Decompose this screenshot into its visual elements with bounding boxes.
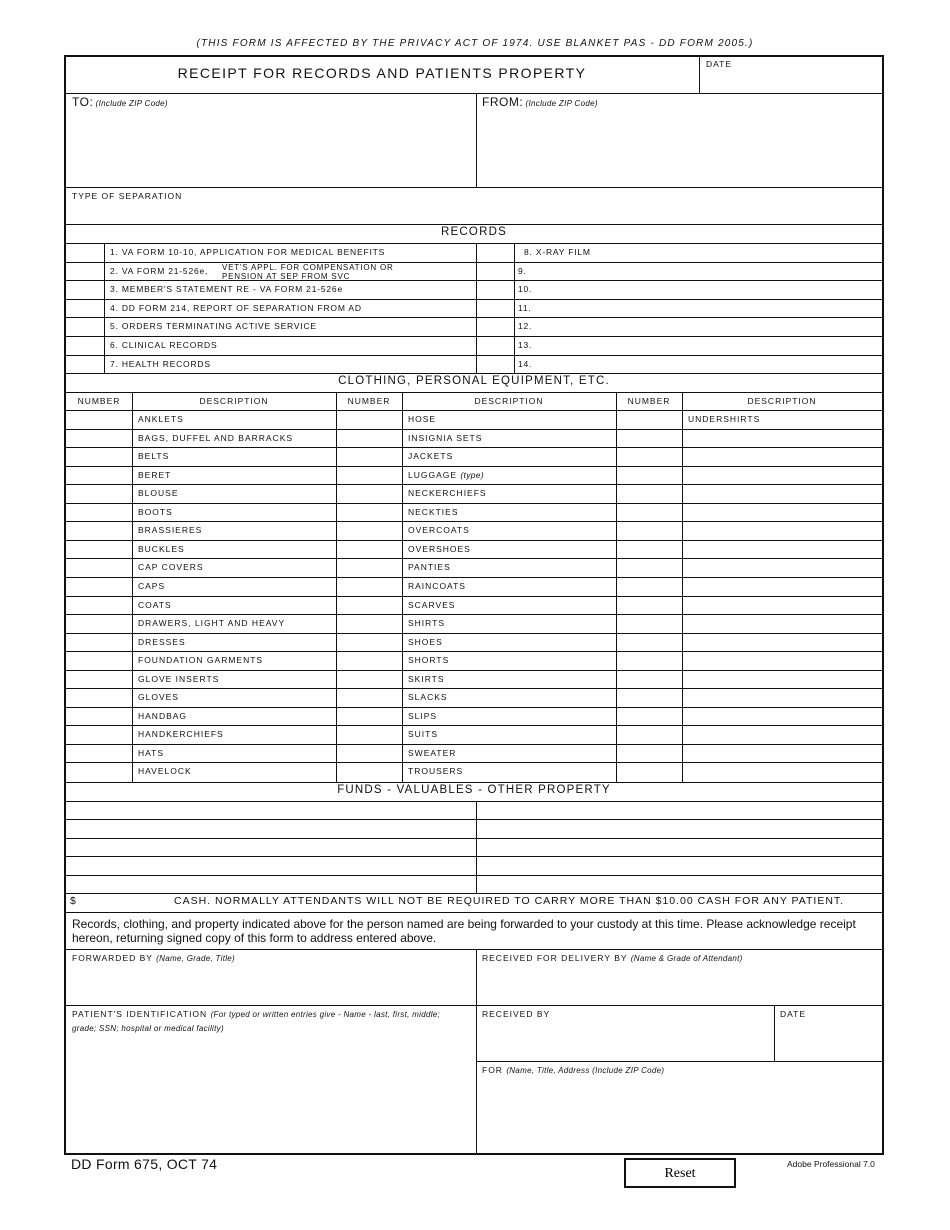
quantity-field[interactable] — [66, 577, 132, 595]
quantity-field[interactable] — [616, 429, 682, 447]
quantity-field[interactable] — [66, 558, 132, 576]
clothing-item — [408, 581, 466, 591]
type-of-separation-label: TYPE OF SEPARATION — [72, 191, 183, 201]
record-item-right: 13. — [518, 340, 533, 350]
quantity-field[interactable] — [616, 466, 682, 484]
description-header: DESCRIPTION — [747, 396, 817, 406]
patient-id-hint-1: (For typed or written entries give - Name - last, first, middle; — [210, 1010, 441, 1019]
record-item-right: 14. — [518, 359, 533, 369]
record-other-field[interactable] — [540, 262, 882, 280]
quantity-field[interactable] — [616, 688, 682, 706]
description-header: DESCRIPTION — [199, 396, 269, 406]
date-field[interactable] — [700, 57, 882, 93]
quantity-field[interactable] — [616, 410, 682, 428]
clothing-item — [408, 451, 453, 461]
clothing-item-label: SWEATER — [408, 748, 457, 758]
clothing-item-label: SHOES — [408, 637, 443, 647]
funds-field-left[interactable] — [66, 875, 476, 893]
record-check-left[interactable] — [66, 336, 104, 354]
quantity-field[interactable] — [336, 762, 402, 780]
for-field[interactable] — [477, 1079, 882, 1155]
reset-button[interactable]: Reset — [624, 1158, 736, 1188]
record-other-field[interactable] — [540, 336, 882, 354]
clothing-item: DRAWERS, LIGHT AND HEAVY — [138, 618, 286, 628]
other-clothing-field[interactable] — [683, 725, 882, 743]
clothing-item — [408, 507, 459, 517]
forwarded-by-label: FORWARDED BY — [72, 953, 153, 963]
clothing-item-label: SLACKS — [408, 692, 448, 702]
clothing-item-label: SLIPS — [408, 711, 438, 721]
cash-note: CASH. NORMALLY ATTENDANTS WILL NOT BE REQUIRED TO CARRY MORE THAN $10.00 CASH FOR ANY PATIENT. — [174, 895, 845, 907]
record-item: 5. ORDERS TERMINATING ACTIVE SERVICE — [110, 321, 317, 331]
to-hint: (Include ZIP Code) — [95, 99, 168, 108]
clothing-item: GLOVE INSERTS — [138, 674, 220, 684]
quantity-field[interactable] — [66, 725, 132, 743]
clothing-item: HATS — [138, 748, 165, 758]
clothing-item: BAGS, DUFFEL AND BARRACKS — [138, 433, 294, 443]
quantity-field[interactable] — [66, 614, 132, 632]
clothing-item: DRESSES — [138, 637, 186, 647]
luggage-hint: (type) — [460, 470, 484, 480]
clothing-item-label: NECKTIES — [408, 507, 459, 517]
cash-amount-field[interactable] — [80, 895, 170, 911]
quantity-field[interactable] — [336, 521, 402, 539]
quantity-field[interactable] — [616, 577, 682, 595]
quantity-field[interactable] — [336, 447, 402, 465]
clothing-item — [408, 711, 437, 721]
quantity-field[interactable] — [616, 447, 682, 465]
other-clothing-field[interactable] — [683, 503, 882, 521]
quantity-field[interactable] — [616, 744, 682, 762]
other-clothing-field[interactable] — [683, 688, 882, 706]
records-heading: RECORDS — [441, 226, 507, 238]
quantity-field[interactable] — [66, 447, 132, 465]
from-label: FROM: — [482, 95, 524, 109]
from-address-field[interactable] — [477, 109, 882, 187]
record-check-left[interactable] — [66, 317, 104, 335]
funds-field-right[interactable] — [477, 801, 882, 819]
quantity-field[interactable] — [616, 707, 682, 725]
quantity-field[interactable] — [616, 484, 682, 502]
other-clothing-field[interactable] — [683, 558, 882, 576]
quantity-field[interactable] — [66, 466, 132, 484]
clothing-item: COATS — [138, 600, 172, 610]
quantity-field[interactable] — [616, 670, 682, 688]
record-item-right: 8. X-RAY FILM — [524, 247, 591, 257]
quantity-field[interactable] — [336, 577, 402, 595]
clothing-item — [408, 766, 463, 776]
quantity-field[interactable] — [336, 429, 402, 447]
other-clothing-field[interactable] — [683, 484, 882, 502]
to-label-group — [72, 95, 168, 109]
clothing-item-label: TROUSERS — [408, 766, 464, 776]
quantity-field[interactable] — [66, 762, 132, 780]
for-label: FOR — [482, 1065, 503, 1075]
received-for-delivery-hint: (Name & Grade of Attendant) — [630, 954, 743, 963]
clothing-item-label: JACKETS — [408, 451, 454, 461]
clothing-item: HANDBAG — [138, 711, 188, 721]
record-2-note-2: PENSION AT SEP FROM SVC — [222, 271, 351, 281]
quantity-field[interactable] — [336, 744, 402, 762]
received-date-field[interactable] — [775, 1023, 882, 1061]
privacy-notice: (THIS FORM IS AFFECTED BY THE PRIVACY ACT OF 1974. USE BLANKET PAS - DD FORM 2005.) — [196, 38, 754, 49]
patient-id-label: PATIENT'S IDENTIFICATION — [72, 1009, 208, 1019]
other-clothing-field[interactable] — [683, 707, 882, 725]
from-hint: (Include ZIP Code) — [525, 99, 598, 108]
quantity-field[interactable] — [336, 503, 402, 521]
record-item-right: 10. — [518, 284, 533, 294]
clothing-item: FOUNDATION GARMENTS — [138, 655, 264, 665]
record-item: 1. VA FORM 10-10, APPLICATION FOR MEDICAL BENEFITS — [110, 247, 386, 257]
clothing-item — [408, 488, 487, 498]
clothing-item: BERET — [138, 470, 172, 480]
quantity-field[interactable] — [336, 484, 402, 502]
for-hint: (Name, Title, Address (Include ZIP Code) — [506, 1066, 665, 1075]
clothing-item: BLOUSE — [138, 488, 179, 498]
quantity-field[interactable] — [66, 744, 132, 762]
patient-id-group — [72, 1009, 440, 1019]
clothing-item-label: NECKERCHIEFS — [408, 488, 487, 498]
software-label: Adobe Professional 7.0 — [787, 1159, 875, 1169]
dollar-sign: $ — [70, 895, 77, 907]
record-item-right: 9. — [518, 266, 527, 276]
funds-field-right[interactable] — [477, 875, 882, 893]
clothing-item: GLOVES — [138, 692, 179, 702]
form-identifier: DD Form 675, OCT 74 — [71, 1156, 218, 1172]
record-item: 3. MEMBER'S STATEMENT RE - VA FORM 21-526e — [110, 284, 343, 294]
received-by-label: RECEIVED BY — [482, 1009, 551, 1019]
clothing-item — [408, 433, 482, 443]
other-clothing-field[interactable] — [683, 596, 882, 614]
clothing-item: CAP COVERS — [138, 562, 204, 572]
clothing-item — [408, 525, 470, 535]
record-other-field[interactable] — [540, 299, 882, 317]
record-item-right: 12. — [518, 321, 533, 331]
clothing-item — [408, 562, 451, 572]
quantity-field[interactable] — [66, 707, 132, 725]
quantity-field[interactable] — [336, 707, 402, 725]
funds-field-left[interactable] — [66, 838, 476, 856]
quantity-field[interactable] — [336, 540, 402, 558]
quantity-field[interactable] — [336, 670, 402, 688]
type-of-separation-field[interactable] — [66, 203, 882, 223]
number-header: NUMBER — [627, 396, 671, 406]
quantity-field[interactable] — [616, 651, 682, 669]
record-check-right[interactable] — [477, 299, 514, 317]
patient-id-hint-line2 — [72, 1023, 224, 1033]
clothing-item — [408, 600, 455, 610]
record-check-left[interactable] — [66, 280, 104, 298]
patient-id-field[interactable] — [66, 1037, 476, 1155]
quantity-field[interactable] — [336, 614, 402, 632]
clothing-item — [408, 692, 448, 702]
other-clothing-field[interactable] — [683, 577, 882, 595]
record-item-right: 11. — [518, 303, 532, 313]
record-check-right[interactable] — [477, 317, 514, 335]
clothing-item — [408, 748, 456, 758]
clothing-item — [408, 655, 449, 665]
other-clothing-field[interactable] — [683, 466, 882, 484]
record-check-right[interactable] — [477, 243, 514, 261]
number-header: NUMBER — [77, 396, 121, 406]
quantity-field[interactable] — [66, 540, 132, 558]
record-item: 2. VA FORM 21-526e, — [110, 266, 209, 276]
record-check-right[interactable] — [477, 336, 514, 354]
clothing-item-label: HOSE — [408, 414, 437, 424]
record-check-left[interactable] — [66, 243, 104, 261]
record-check-right[interactable] — [477, 262, 514, 280]
acknowledgement-text: Records, clothing, and property indicated above for the person named are being forwarded to your custody at this time. Please acknowledge receipt hereon, returning signed copy of this form to address entered above. — [72, 917, 856, 945]
clothing-item: BOOTS — [138, 507, 173, 517]
funds-field-right[interactable] — [477, 838, 882, 856]
received-date-label: DATE — [780, 1009, 807, 1019]
forwarded-by-field[interactable] — [66, 967, 476, 1005]
clothing-item: HAVELOCK — [138, 766, 192, 776]
quantity-field[interactable] — [66, 484, 132, 502]
clothing-item — [408, 637, 443, 647]
receipt-form — [64, 55, 884, 1155]
clothing-item: UNDERSHIRTS — [688, 414, 761, 424]
quantity-field[interactable] — [66, 410, 132, 428]
number-header: NUMBER — [347, 396, 391, 406]
other-clothing-field[interactable] — [683, 614, 882, 632]
description-header: DESCRIPTION — [474, 396, 544, 406]
quantity-field[interactable] — [616, 558, 682, 576]
quantity-field[interactable] — [66, 503, 132, 521]
other-clothing-field[interactable] — [683, 429, 882, 447]
clothing-item-label: RAINCOATS — [408, 581, 466, 591]
record-check-right[interactable] — [477, 355, 514, 373]
patient-id-hint-2: grade; SSN; hospital or medical facility) — [72, 1024, 224, 1033]
clothing-item: ANKLETS — [138, 414, 184, 424]
clothing-item — [408, 414, 436, 424]
clothing-item: BRASSIERES — [138, 525, 203, 535]
clothing-item: BELTS — [138, 451, 170, 461]
quantity-field[interactable] — [616, 596, 682, 614]
quantity-field[interactable] — [616, 633, 682, 651]
funds-field-right[interactable] — [477, 856, 882, 874]
quantity-field[interactable] — [66, 670, 132, 688]
funds-field-right[interactable] — [477, 819, 882, 837]
quantity-field[interactable] — [336, 688, 402, 706]
record-2-note-1: VET'S APPL. FOR COMPENSATION OR — [222, 262, 394, 272]
record-item: 6. CLINICAL RECORDS — [110, 340, 218, 350]
for-group — [482, 1065, 664, 1075]
quantity-field[interactable] — [336, 651, 402, 669]
quantity-field[interactable] — [336, 725, 402, 743]
record-check-left[interactable] — [66, 355, 104, 373]
from-label-group — [482, 95, 598, 109]
quantity-field[interactable] — [616, 521, 682, 539]
clothing-heading: CLOTHING, PERSONAL EQUIPMENT, ETC. — [338, 375, 610, 387]
clothing-item — [408, 470, 484, 480]
quantity-field[interactable] — [616, 725, 682, 743]
record-check-left[interactable] — [66, 299, 104, 317]
quantity-field[interactable] — [336, 596, 402, 614]
funds-field-left[interactable] — [66, 856, 476, 874]
funds-heading: FUNDS - VALUABLES - OTHER PROPERTY — [337, 784, 611, 796]
clothing-item-label: OVERSHOES — [408, 544, 471, 554]
other-clothing-field[interactable] — [683, 670, 882, 688]
other-clothing-field[interactable] — [683, 447, 882, 465]
clothing-item-label: SHORTS — [408, 655, 450, 665]
funds-field-left[interactable] — [66, 801, 476, 819]
received-by-field[interactable] — [477, 1023, 774, 1061]
received-for-delivery-label: RECEIVED FOR DELIVERY BY — [482, 953, 628, 963]
quantity-field[interactable] — [616, 614, 682, 632]
clothing-item-label: INSIGNIA SETS — [408, 433, 483, 443]
record-item: 7. HEALTH RECORDS — [110, 359, 211, 369]
received-for-delivery-field[interactable] — [477, 967, 882, 1005]
quantity-field[interactable] — [66, 633, 132, 651]
quantity-field[interactable] — [336, 466, 402, 484]
quantity-field[interactable] — [336, 410, 402, 428]
record-other-field[interactable] — [540, 355, 882, 373]
to-address-field[interactable] — [66, 109, 476, 187]
other-clothing-field[interactable] — [683, 540, 882, 558]
record-item: 4. DD FORM 214, REPORT OF SEPARATION FROM AD — [110, 303, 362, 313]
record-other-field[interactable] — [540, 317, 882, 335]
quantity-field[interactable] — [66, 596, 132, 614]
other-clothing-field[interactable] — [683, 521, 882, 539]
clothing-item-label: PANTIES — [408, 562, 451, 572]
quantity-field[interactable] — [336, 633, 402, 651]
clothing-item-label: OVERCOATS — [408, 525, 470, 535]
forwarded-by-group — [72, 953, 235, 963]
clothing-item — [408, 729, 438, 739]
clothing-item-label: SHIRTS — [408, 618, 446, 628]
clothing-item-label: SKIRTS — [408, 674, 445, 684]
quantity-field[interactable] — [66, 429, 132, 447]
clothing-item-label: LUGGAGE — [408, 470, 458, 480]
quantity-field[interactable] — [66, 651, 132, 669]
form-title: RECEIPT FOR RECORDS AND PATIENTS PROPERTY — [177, 65, 587, 81]
other-clothing-field[interactable] — [683, 633, 882, 651]
quantity-field[interactable] — [66, 688, 132, 706]
other-clothing-field[interactable] — [683, 762, 882, 780]
clothing-item — [408, 674, 445, 684]
other-clothing-field[interactable] — [683, 651, 882, 669]
record-other-field[interactable] — [540, 280, 882, 298]
clothing-item — [408, 544, 471, 554]
record-check-left[interactable] — [66, 262, 104, 280]
record-check-right[interactable] — [477, 280, 514, 298]
received-for-delivery-group — [482, 953, 743, 963]
quantity-field[interactable] — [616, 503, 682, 521]
quantity-field[interactable] — [336, 558, 402, 576]
clothing-item: CAPS — [138, 581, 166, 591]
clothing-item-label: SUITS — [408, 729, 439, 739]
other-clothing-field[interactable] — [683, 744, 882, 762]
clothing-item: HANDKERCHIEFS — [138, 729, 224, 739]
clothing-item — [408, 618, 445, 628]
funds-field-left[interactable] — [66, 819, 476, 837]
clothing-item: BUCKLES — [138, 544, 185, 554]
quantity-field[interactable] — [66, 521, 132, 539]
forwarded-by-hint: (Name, Grade, Title) — [156, 954, 236, 963]
to-label: TO: — [72, 95, 94, 109]
quantity-field[interactable] — [616, 762, 682, 780]
date-label: DATE — [706, 59, 733, 69]
clothing-item-label: SCARVES — [408, 600, 456, 610]
quantity-field[interactable] — [616, 540, 682, 558]
